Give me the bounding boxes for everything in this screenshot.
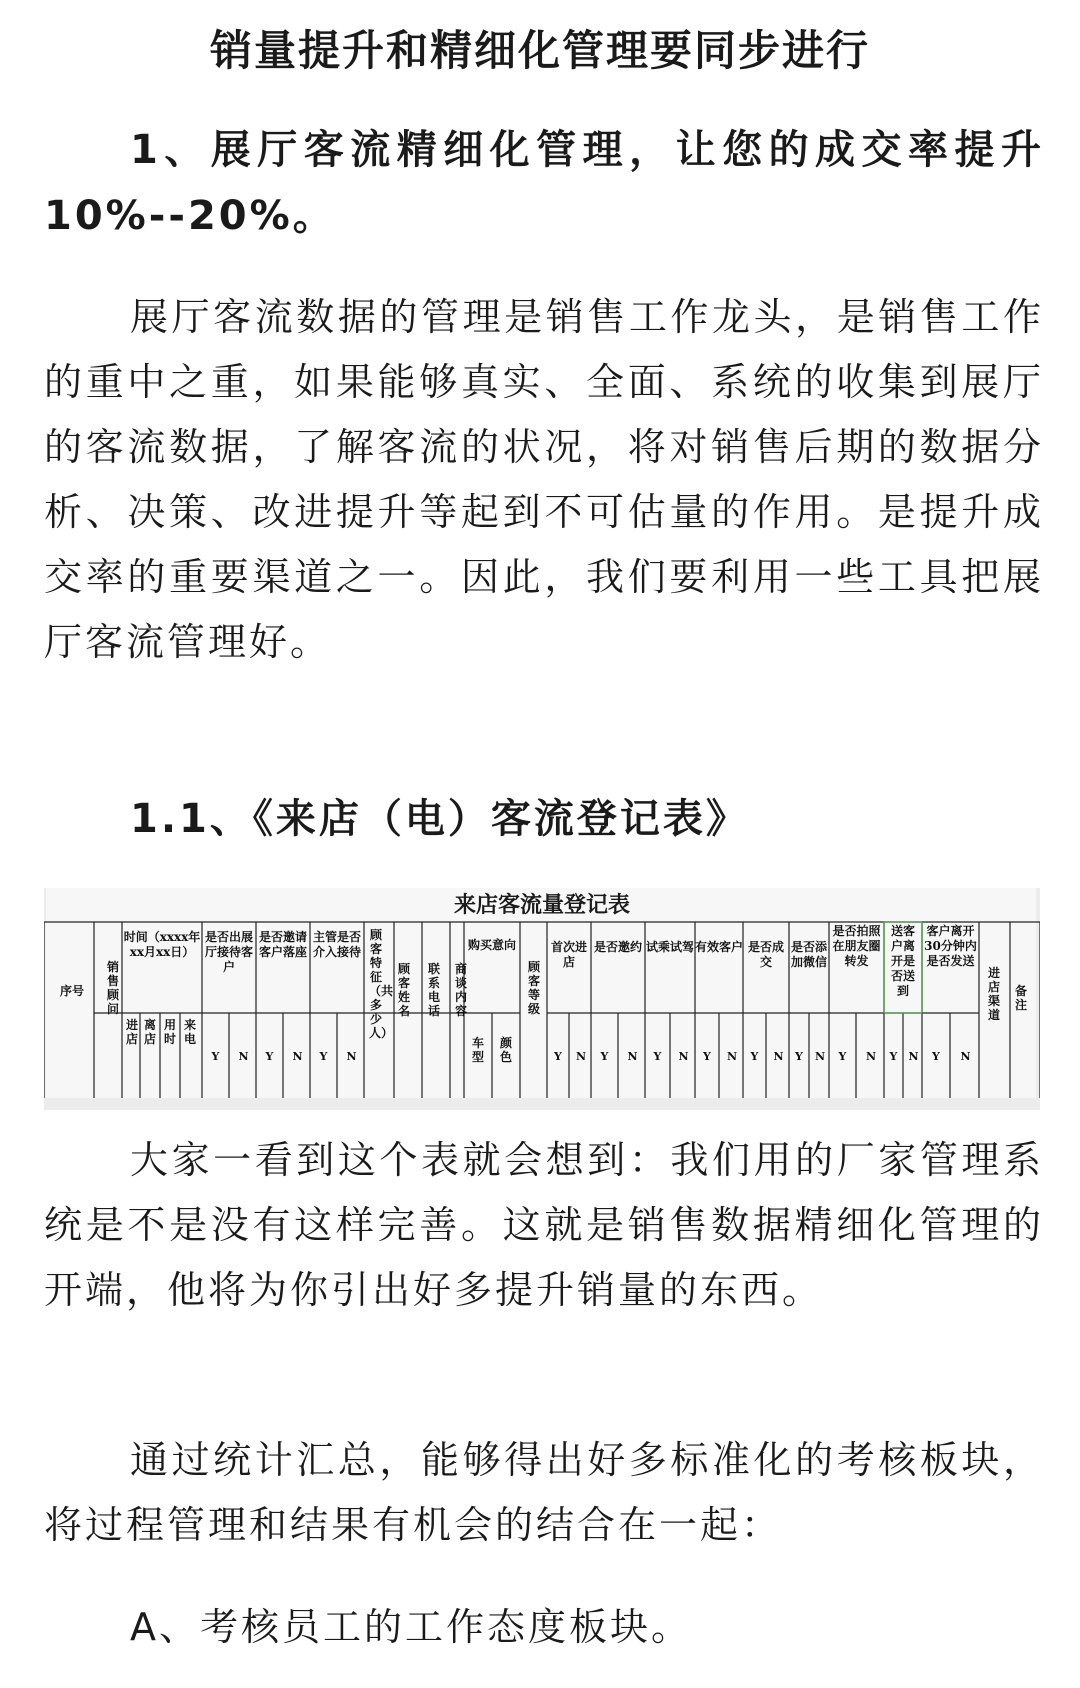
yes-mark: Y <box>554 1050 562 1063</box>
header-test-drive: 试乘试驾 <box>645 940 694 954</box>
no-mark: N <box>292 1050 303 1063</box>
yes-mark: Y <box>600 1050 609 1063</box>
header-time: 时间（xxxx年xx月xx日） <box>123 930 201 959</box>
register-table-grid <box>44 888 1040 1110</box>
header-wechat: 是否添加微信 <box>790 940 827 969</box>
header-first-visit: 首次进店 <box>550 940 587 969</box>
yes-mark: Y <box>750 1050 759 1063</box>
header-phone: 联系电话 <box>427 962 440 1018</box>
header-features: 顾客特征（共多少人） <box>369 928 394 1040</box>
no-mark: N <box>678 1050 689 1063</box>
yes-mark: Y <box>265 1050 274 1063</box>
header-manager: 主管是否介入接待 <box>312 930 361 959</box>
yes-mark: Y <box>211 1050 220 1063</box>
no-mark: N <box>908 1050 919 1063</box>
header-color: 颜色 <box>499 1036 512 1064</box>
yes-mark: Y <box>703 1050 711 1063</box>
register-table-title: 来店客流量登记表 <box>453 892 630 918</box>
header-channel: 进店渠道 <box>987 966 1000 1022</box>
header-time-out: 离店 <box>143 1018 156 1046</box>
header-talk: 商谈内容 <box>454 962 467 1018</box>
no-mark: N <box>576 1050 587 1063</box>
register-table-image <box>44 888 1040 1110</box>
yes-mark: Y <box>795 1050 803 1063</box>
header-deal: 是否成交 <box>747 940 784 969</box>
header-moments: 是否拍照在朋友圈转发 <box>832 924 881 968</box>
header-escort: 送客户离开是否送到 <box>890 924 915 998</box>
header-time-in: 进店 <box>125 1018 138 1046</box>
no-mark: N <box>773 1050 784 1063</box>
yes-mark: Y <box>319 1050 328 1063</box>
header-time-call: 来电 <box>183 1018 196 1046</box>
header-consultant: 销售顾问 <box>106 960 119 1016</box>
header-valid-customer: 有效客户 <box>695 940 744 954</box>
header-seq: 序号 <box>59 984 84 998</box>
header-intent: 购买意向 <box>467 938 516 952</box>
header-follow-msg: 客户离开30分钟内是否发送 <box>924 924 977 968</box>
header-level: 顾客等级 <box>527 960 540 1016</box>
paragraph-statistics: 通过统计汇总，能够得出好多标准化的考核板块，将过程管理和结果有机会的结合在一起： <box>44 1438 1044 1547</box>
header-name: 顾客姓名 <box>397 962 410 1018</box>
header-invite: 是否邀请客户落座 <box>258 930 307 959</box>
header-showroom: 是否出展厅接待客户 <box>204 930 253 974</box>
no-mark: N <box>346 1050 357 1063</box>
paragraph-showroom-traffic: 展厅客流数据的管理是销售工作龙头，是销售工作的重中之重，如果能够真实、全面、系统的收集到展厅的客流数据，了解客流的状况，将对销售后期的数据分析、决策、改进提升等起到不可估量的作用。是提升成交率的重要渠道之一。因此，我们要利用一些工具把展厅客流管理好。 <box>44 295 1044 664</box>
no-mark: N <box>727 1050 738 1063</box>
no-mark: N <box>238 1050 249 1063</box>
no-mark: N <box>960 1050 971 1063</box>
no-mark: N <box>815 1050 826 1063</box>
list-item-a: A、考核员工的工作态度板块。 <box>130 1605 692 1649</box>
paragraph-system-compare: 大家一看到这个表就会想到：我们用的厂家管理系统是不是没有这样完善。这就是销售数据精细化管理的开端，他将为你引出好多提升销量的东西。 <box>44 1138 1044 1312</box>
no-mark: N <box>627 1050 638 1063</box>
yes-mark: Y <box>932 1050 940 1063</box>
header-remark: 备注 <box>1014 984 1027 1012</box>
header-time-duration: 用时 <box>163 1018 176 1046</box>
header-model: 车型 <box>471 1036 484 1064</box>
section-1-1-heading: 1.1、《来店（电）客流登记表》 <box>130 796 749 842</box>
section-1-heading: 1、展厅客流精细化管理，让您的成交率提升10%--20%。 <box>44 127 1044 239</box>
yes-mark: Y <box>889 1050 898 1063</box>
yes-mark: Y <box>653 1050 662 1063</box>
header-appointment: 是否邀约 <box>593 940 642 954</box>
no-mark: N <box>866 1050 877 1063</box>
yes-mark: Y <box>838 1050 847 1063</box>
article-title: 销量提升和精细化管理要同步进行 <box>209 26 870 75</box>
